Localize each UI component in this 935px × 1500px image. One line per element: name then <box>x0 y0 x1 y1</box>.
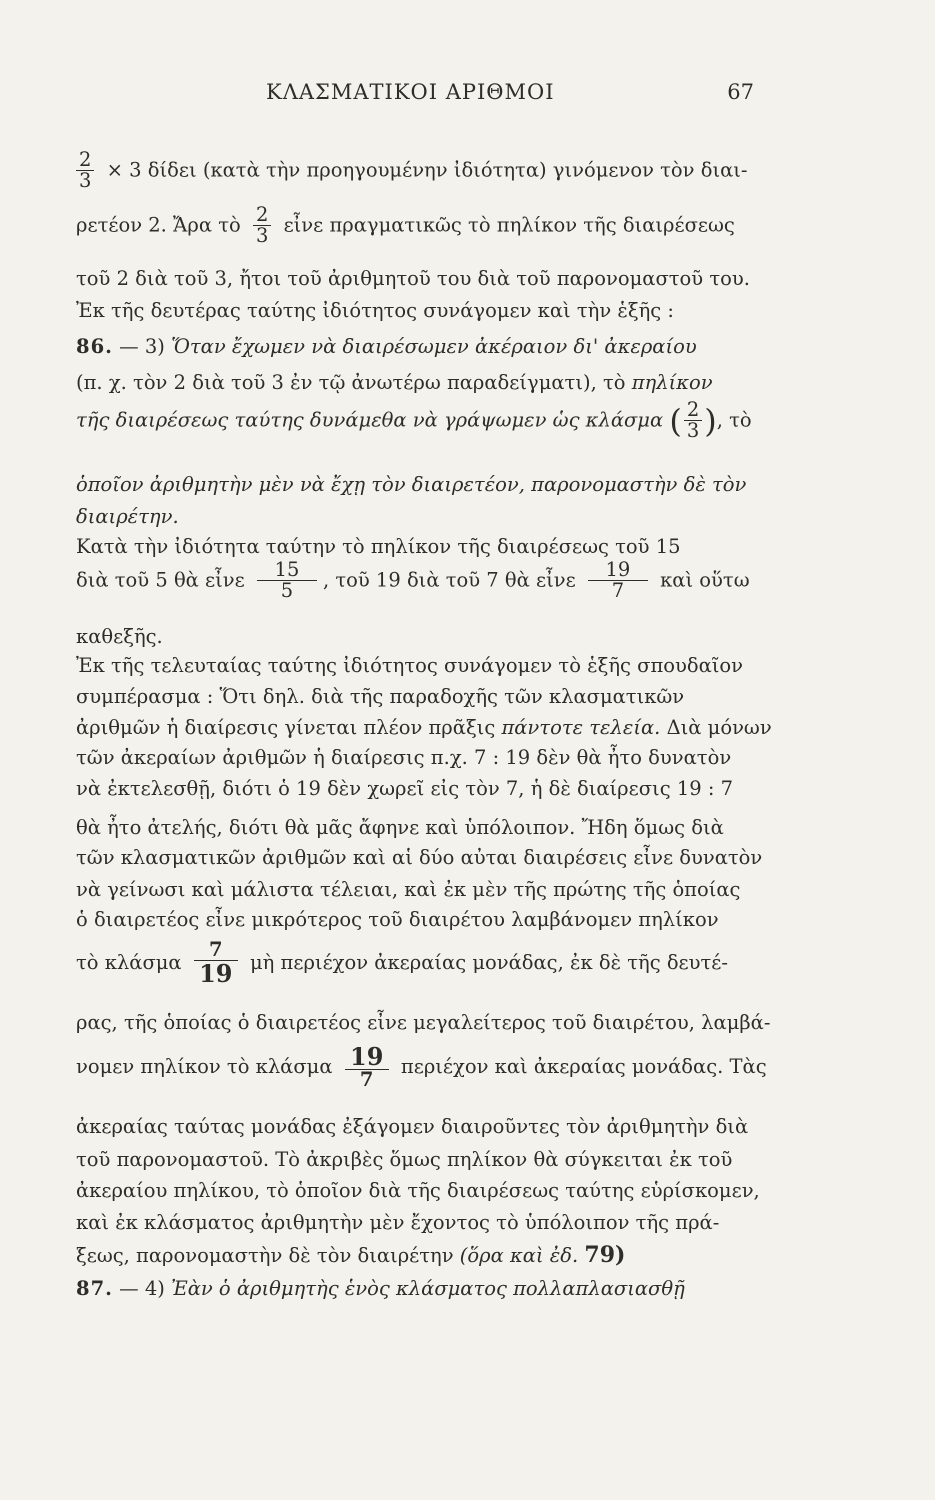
fraction: $\frac{19}{7}$ <box>588 560 648 602</box>
section-87-line: 87. — 4) Ἐὰν ὁ ἀριθμητὴς ἑνὸς κλάσματος πολλαπλασιασθῇ <box>76 1277 685 1300</box>
cross-reference: 79) <box>584 1242 626 1268</box>
text-line-28: καὶ ἐκ κλάσματος ἀριθμητὴν μὲν ἔχοντος τὸ ὑπόλοιπον τῆς πρά- <box>76 1211 720 1234</box>
fraction: $\frac{15}{5}$ <box>257 560 317 602</box>
fraction: $\frac{2}{3}$ <box>684 400 702 442</box>
fraction: $\frac{19}{7}$ <box>345 1044 389 1091</box>
fraction: $\frac{2}{3}$ <box>76 150 94 192</box>
text-line-12: καθεξῆς. <box>76 625 163 648</box>
text-line-26: τοῦ παρονομαστοῦ. Τὸ ἀκριβὲς ὅμως πηλίκον θὰ σύγκειται ἐκ τοῦ <box>76 1148 733 1171</box>
text-line-10: Κατὰ τὴν ἰδιότητα ταύτην τὸ πηλίκον τῆς διαιρέσεως τοῦ 15 <box>76 535 681 558</box>
text-line-8: ὁποῖον ἀριθμητὴν μὲν νὰ ἔχῃ τὸν διαιρετέον, παρονομαστὴν δὲ τὸν <box>76 473 747 496</box>
section-number: 86. <box>76 335 113 358</box>
text-line-2: ρετέον 2. Ἄρα τὸ $\frac{2}{3}$ εἶνε πραγματικῶς τὸ πηλίκον τῆς διαιρέσεως <box>76 203 735 248</box>
text-line-23: ρας, τῆς ὁποίας ὁ διαιρετέος εἶνε μεγαλείτερος τοῦ διαιρέτου, λαμβά- <box>76 1011 771 1034</box>
section-number: 87. <box>76 1277 113 1300</box>
fraction: $\frac{2}{3}$ <box>253 205 271 247</box>
text-line-3: τοῦ 2 διὰ τοῦ 3, ἤτοι τοῦ ἀριθμητοῦ του διὰ τοῦ παρονομαστοῦ του. <box>76 267 750 290</box>
text-line-18: θὰ ἦτο ἀτελής, διότι θὰ μᾶς ἄφηνε καὶ ὑπόλοιπον. Ἤδη ὅμως διὰ <box>76 816 724 839</box>
page-header <box>76 80 754 114</box>
text-line-21: ὁ διαιρετέος εἶνε μικρότερος τοῦ διαιρέτου λαμβάνομεν πηλίκον <box>76 908 719 931</box>
text-line-27: ἀκεραίου πηλίκου, τὸ ὁποῖον διὰ τῆς διαιρέσεως ταύτης εὑρίσκομεν, <box>76 1179 760 1202</box>
text-line-29: ξεως, παρονομαστὴν δὲ τὸν διαιρέτην (ὅρα καὶ ἐδ. 79) <box>76 1242 626 1268</box>
text-line-17: νὰ ἐκτελεσθῇ, διότι ὁ 19 δὲν χωρεῖ εἰς τὸν 7, ἡ δὲ διαίρεσις 19 : 7 <box>76 777 734 800</box>
text-line-11: διὰ τοῦ 5 θὰ εἶνε $\frac{15}{5}$ , τοῦ 19 διὰ τοῦ 7 θὰ εἶνε $\frac{19}{7}$ καὶ οὕτω <box>76 558 750 603</box>
text-line-15: ἀριθμῶν ἡ διαίρεσις γίνεται πλέον πρᾶξις πάντοτε τελεία. Διὰ μόνων <box>76 716 772 739</box>
text-line-25: ἀκεραίας ταύτας μονάδας ἐξάγομεν διαιροῦντες τὸν ἀριθμητὴν διὰ <box>76 1115 749 1138</box>
text-line-14: συμπέρασμα : Ὅτι δηλ. διὰ τῆς παραδοχῆς τῶν κλασματικῶν <box>76 685 685 708</box>
text-line-4: Ἐκ τῆς δευτέρας ταύτης ἰδιότητος συνάγομεν καὶ τὴν ἑξῆς : <box>76 299 674 322</box>
text-line-24: νομεν πηλίκον τὸ κλάσμα $\frac{19}{7}$ περιέχον καὶ ἀκεραίας μονάδας. Τὰς <box>76 1042 767 1092</box>
running-title: ΚΛΑΣΜΑΤΙΚΟΙ ΑΡΙΘΜΟΙ <box>266 80 555 104</box>
page-number: 67 <box>727 80 754 104</box>
text-line-16: τῶν ἀκεραίων ἀριθμῶν ἡ διαίρεσις π.χ. 7 : 19 δὲν θὰ ἦτο δυνατὸν <box>76 746 732 769</box>
text-line-6: (π. χ. τὸν 2 διὰ τοῦ 3 ἐν τῷ ἀνωτέρω παραδείγματι), τὸ πηλίκον <box>76 371 713 394</box>
section-86-line: 86. — 3) Ὅταν ἔχωμεν νὰ διαιρέσωμεν ἀκέραιον δι' ἀκεραίου <box>76 335 697 358</box>
text-line-13: Ἐκ τῆς τελευταίας ταύτης ἰδιότητος συνάγομεν τὸ ἑξῆς σπουδαῖον <box>76 654 744 677</box>
text-line-1: $\frac{2}{3}$ × 3 δίδει (κατὰ τὴν προηγουμένην ἰδιότητα) γινόμενον τὸν διαι- <box>76 150 756 192</box>
text-line-19: τῶν κλασματικῶν ἀριθμῶν καὶ αἱ δύο αὐται διαιρέσεις εἶνε δυνατὸν <box>76 846 763 869</box>
text-line-20: νὰ γείνωσι καὶ μάλιστα τέλειαι, καὶ ἐκ μὲν τῆς πρώτης τῆς ὁποίας <box>76 878 741 901</box>
text-line-9: διαιρέτην. <box>76 505 179 528</box>
text-line-7: τῆς διαιρέσεως ταύτης δυνάμεθα νὰ γράψωμεν ὡς κλάσμα ( $\frac{2}{3}$ ), τὸ <box>76 398 752 443</box>
text-line-22: τὸ κλάσμα $\frac{7}{19}$ μὴ περιέχον ἀκεραίας μονάδας, ἐκ δὲ τῆς δευτέ- <box>76 938 728 989</box>
fraction: $\frac{7}{19}$ <box>194 940 238 987</box>
